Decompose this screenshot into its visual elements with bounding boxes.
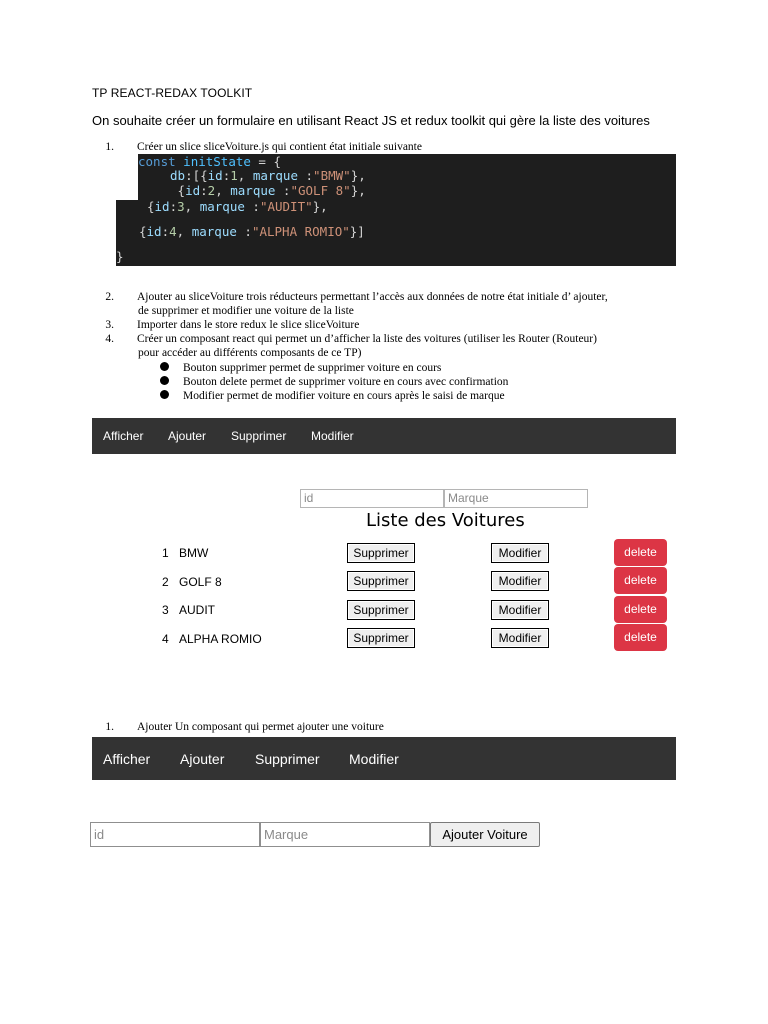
supprimer-button[interactable]: Supprimer: [347, 600, 415, 620]
row-marque: AUDIT: [179, 603, 215, 617]
delete-button[interactable]: delete: [614, 596, 667, 623]
code-block-margin: [116, 154, 138, 200]
step-1: [92, 140, 422, 154]
step-3: [92, 318, 359, 332]
delete-button[interactable]: delete: [614, 624, 667, 651]
document-title: TP REACT-REDAX TOOLKIT: [92, 86, 253, 100]
delete-button[interactable]: delete: [614, 567, 667, 594]
nav-afficher[interactable]: Afficher: [103, 429, 144, 443]
row-id: 1: [162, 546, 169, 560]
step-4: [92, 332, 597, 346]
code-block: [116, 154, 676, 266]
modifier-button[interactable]: Modifier: [491, 571, 549, 591]
step-add-number: 1.: [105, 721, 114, 733]
modifier-button[interactable]: Modifier: [491, 543, 549, 563]
code-line-6: }: [116, 249, 124, 264]
step-4-number: 4.: [105, 333, 114, 345]
code-line-1: const initState = {: [138, 154, 282, 169]
modifier-button[interactable]: Modifier: [491, 628, 549, 648]
step-4-line-1: Créer un composant react qui permet un d’afficher la liste des voitures (utiliser les Router (Routeur): [137, 333, 597, 345]
step-2: [92, 290, 608, 304]
step-2-line-1: Ajouter au sliceVoiture trois réducteurs permettant l’accès aux données de notre état initiale d’ ajouter,: [137, 291, 608, 303]
add-id-input[interactable]: id: [90, 822, 260, 847]
step-3-text: Importer dans le store redux le slice sliceVoiture: [137, 319, 360, 331]
code-line-5: {id:4, marque :"ALPHA ROMIO"}]: [139, 224, 365, 239]
step-1-text: Créer un slice sliceVoiture.js qui contient état initiale suivante: [137, 141, 422, 153]
app1-body: [92, 454, 676, 658]
step-3-number: 3.: [105, 319, 114, 331]
step-add-text: Ajouter Un composant qui permet ajouter une voiture: [137, 721, 384, 733]
row-id: 4: [162, 632, 169, 646]
step-2-line-2: de supprimer et modifier une voiture de la liste: [138, 305, 354, 317]
modifier-button[interactable]: Modifier: [491, 600, 549, 620]
list-title: Liste des Voitures: [366, 510, 525, 531]
row-id: 3: [162, 603, 169, 617]
bullet-dot-icon: [160, 362, 169, 371]
supprimer-button[interactable]: Supprimer: [347, 571, 415, 591]
step-2-number: 2.: [105, 291, 114, 303]
bullet-item: Bouton delete permet de supprimer voiture en cours avec confirmation: [160, 375, 508, 389]
row-marque: BMW: [179, 546, 209, 560]
nav-supprimer[interactable]: Supprimer: [255, 751, 320, 767]
code-line-4: {id:3, marque :"AUDIT"},: [147, 199, 328, 214]
row-marque: GOLF 8: [179, 575, 222, 589]
bullet-dot-icon: [160, 376, 169, 385]
code-line-2: db:[{id:1, marque :"BMW"},: [170, 168, 366, 183]
step-4-line-2: pour accéder au différents composants de ce TP): [138, 347, 362, 359]
nav-afficher[interactable]: Afficher: [103, 751, 151, 767]
step-1-number: 1.: [105, 141, 114, 153]
delete-button[interactable]: delete: [614, 539, 667, 566]
add-marque-input[interactable]: Marque: [260, 822, 430, 847]
document-intro: On souhaite créer un formulaire en utilisant React JS et redux toolkit qui gère la liste des voitures: [92, 113, 650, 128]
nav-modifier[interactable]: Modifier: [311, 429, 354, 443]
app1-navbar: [92, 418, 676, 454]
nav-ajouter[interactable]: Ajouter: [180, 751, 225, 767]
id-input[interactable]: id: [300, 489, 444, 508]
nav-modifier[interactable]: Modifier: [349, 751, 399, 767]
bullet-item: Bouton supprimer permet de supprimer voiture en cours: [160, 361, 441, 375]
code-line-3: {id:2, marque :"GOLF 8"},: [170, 183, 366, 198]
nav-ajouter[interactable]: Ajouter: [168, 429, 207, 443]
ajouter-voiture-button[interactable]: Ajouter Voiture: [430, 822, 540, 847]
supprimer-button[interactable]: Supprimer: [347, 628, 415, 648]
bullet-dot-icon: [160, 390, 169, 399]
app2-navbar: [92, 737, 676, 780]
step-add: [92, 720, 384, 734]
bullet-item: Modifier permet de modifier voiture en cours après le saisi de marque: [160, 389, 505, 403]
supprimer-button[interactable]: Supprimer: [347, 543, 415, 563]
marque-input[interactable]: Marque: [444, 489, 588, 508]
nav-supprimer[interactable]: Supprimer: [231, 429, 287, 443]
row-marque: ALPHA ROMIO: [179, 632, 262, 646]
row-id: 2: [162, 575, 169, 589]
